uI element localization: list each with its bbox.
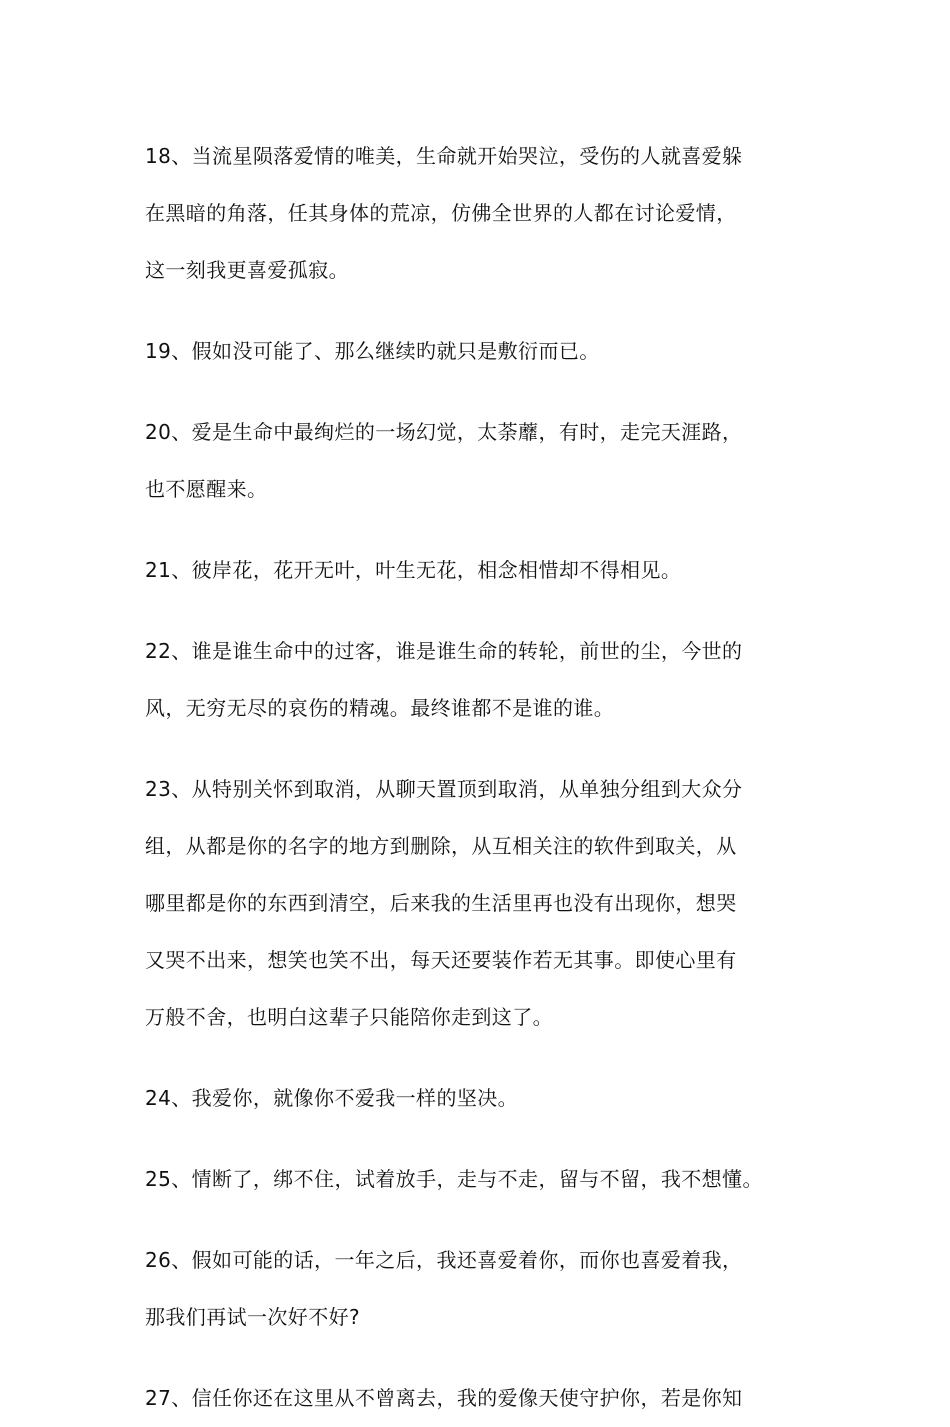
text-line: 24、我爱你，就像你不爱我一样的坚决。 xyxy=(145,1086,519,1110)
text-line: 20、爱是生命中最绚烂的一场幻觉，太荼蘼，有时，走完天涯路， xyxy=(145,420,743,444)
text-line: 也不愿醒来。 xyxy=(145,477,268,501)
text-line: 组，从都是你的名字的地方到删除，从互相关注的软件到取关，从 xyxy=(145,834,737,858)
quote-entry-18 xyxy=(145,128,810,299)
text-line: 22、谁是谁生命中的过客，谁是谁生命的转轮，前世的尘，今世的 xyxy=(145,639,743,663)
text-line: 23、从特别关怀到取消，从聊天置顶到取消，从单独分组到大众分 xyxy=(145,777,743,801)
text-line: 在黑暗的角落，任其身体的荒凉，仿佛全世界的人都在讨论爱情， xyxy=(145,201,737,225)
text-line: 25、情断了，绑不住，试着放手，走与不走，留与不留，我不想懂。 xyxy=(145,1167,763,1191)
text-line: 这一刻我更喜爱孤寂。 xyxy=(145,258,349,282)
quote-entry-19 xyxy=(145,323,810,380)
text-line: 19、假如没可能了、那么继续旳就只是敷衍而已。 xyxy=(145,339,600,363)
quote-entry-27 xyxy=(145,1370,810,1427)
quote-entry-26 xyxy=(145,1232,810,1346)
text-line: 21、彼岸花，花开无叶，叶生无花，相念相惜却不得相见。 xyxy=(145,558,682,582)
text-line: 风，无穷无尽的哀伤的精魂。最终谁都不是谁的谁。 xyxy=(145,696,615,720)
text-line: 哪里都是你的东西到清空，后来我的生活里再也没有出现你，想哭 xyxy=(145,891,737,915)
quote-entry-25 xyxy=(145,1151,810,1208)
quote-entry-23 xyxy=(145,761,810,1046)
text-line: 那我们再试一次好不好? xyxy=(145,1305,361,1329)
quote-entry-22 xyxy=(145,623,810,737)
text-line: 万般不舍，也明白这辈子只能陪你走到这了。 xyxy=(145,1005,553,1029)
quote-entry-24 xyxy=(145,1070,810,1127)
text-line: 26、假如可能的话，一年之后，我还喜爱着你，而你也喜爱着我， xyxy=(145,1248,743,1272)
quote-entry-20 xyxy=(145,404,810,518)
document-body xyxy=(145,128,810,1427)
text-line: 又哭不出来，想笑也笑不出，每天还要装作若无其事。即使心里有 xyxy=(145,948,737,972)
text-line: 18、当流星陨落爱情的唯美，生命就开始哭泣，受伤的人就喜爱躲 xyxy=(145,144,743,168)
quote-entry-21 xyxy=(145,542,810,599)
text-line: 27、信任你还在这里从不曾离去，我的爱像天使守护你，若是你知 xyxy=(145,1386,743,1410)
